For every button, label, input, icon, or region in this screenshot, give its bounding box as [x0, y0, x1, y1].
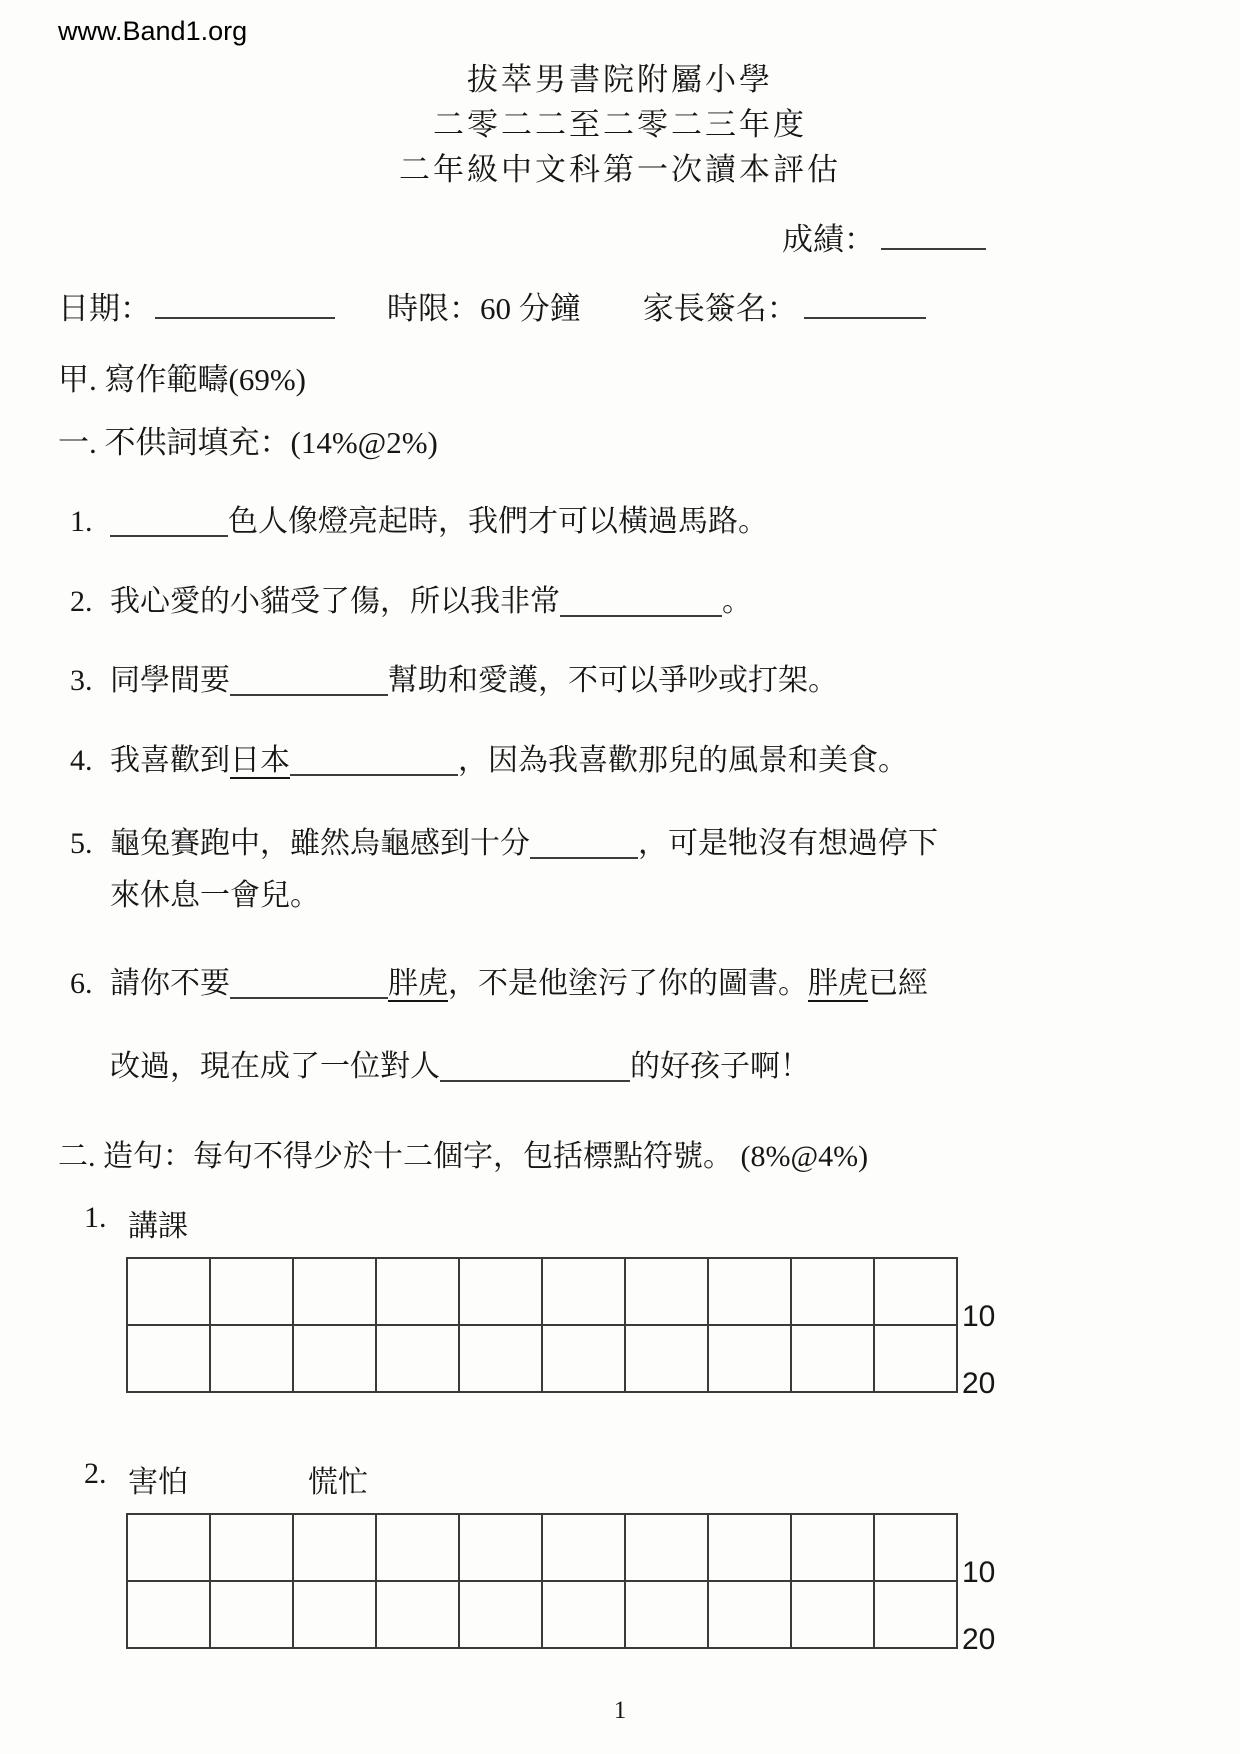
answer-cell[interactable]	[709, 1259, 792, 1326]
q6-text-l2-before: 改過，現在成了一位對人	[110, 1050, 440, 1084]
answer-cell[interactable]	[792, 1259, 875, 1326]
school-name: 拔萃男書院附屬小學	[467, 62, 773, 97]
sentence-word: 慌忙	[308, 1465, 368, 1499]
question-4	[70, 741, 1182, 781]
page-number: 1	[613, 1696, 627, 1724]
answer-cell[interactable]	[377, 1515, 460, 1582]
q6-underlined-name-1: 胖虎	[388, 966, 448, 1000]
site-watermark: www.Band1.org	[58, 16, 248, 46]
sentence-word: 害怕	[128, 1465, 188, 1499]
answer-cell[interactable]	[211, 1515, 294, 1582]
academic-year: 二零二二至二零二三年度	[433, 107, 807, 142]
sentence-item-number: 1.	[84, 1200, 107, 1234]
q6-answer-blank-1[interactable]	[230, 975, 388, 999]
exam-title: 二年級中文科第一次讀本評估	[399, 152, 841, 187]
question-5	[70, 824, 1182, 915]
answer-cell[interactable]	[460, 1326, 543, 1393]
question-number: 1.	[70, 505, 93, 538]
question-number: 3.	[70, 664, 93, 698]
score-blank[interactable]	[881, 226, 986, 250]
grid-row	[128, 1582, 958, 1649]
fill-in-heading: 一. 不供詞填充：(14%@2%)	[58, 425, 438, 460]
q1-text: 色人像燈亮起時，我們才可以橫過馬路。	[228, 505, 768, 538]
q3-answer-blank[interactable]	[230, 672, 388, 696]
answer-cell[interactable]	[460, 1515, 543, 1582]
char-count-label-10: 10	[962, 1299, 996, 1333]
q4-underlined-word: 日本	[230, 743, 290, 777]
answer-cell[interactable]	[709, 1326, 792, 1393]
q5-text-line2: 來休息一會兒。	[110, 878, 320, 912]
answer-cell[interactable]	[377, 1582, 460, 1649]
answer-cell[interactable]	[211, 1326, 294, 1393]
question-number: 4.	[70, 743, 93, 777]
q6-answer-blank-2[interactable]	[440, 1058, 630, 1082]
q1-answer-blank[interactable]	[110, 513, 228, 537]
score-row	[58, 214, 1182, 259]
char-count-label-20: 20	[962, 1622, 996, 1656]
grid-row	[128, 1259, 958, 1326]
answer-cell[interactable]	[626, 1582, 709, 1649]
answer-cell[interactable]	[294, 1259, 377, 1326]
info-row	[58, 283, 1182, 328]
parent-sign-label: 家長簽名：	[642, 291, 798, 326]
answer-cell[interactable]	[128, 1326, 211, 1393]
q6-text-before: 請你不要	[110, 966, 230, 1000]
answer-cell[interactable]	[626, 1326, 709, 1393]
sentence-item-number: 2.	[84, 1456, 107, 1490]
question-number: 5.	[70, 827, 93, 861]
answer-cell[interactable]	[875, 1326, 958, 1393]
answer-cell[interactable]	[211, 1582, 294, 1649]
q5-answer-blank[interactable]	[530, 835, 638, 859]
answer-cell[interactable]	[543, 1326, 626, 1393]
answer-cell[interactable]	[792, 1326, 875, 1393]
sentence-item-2	[58, 1456, 1182, 1656]
date-label: 日期：	[58, 291, 151, 326]
q4-answer-blank[interactable]	[290, 752, 458, 776]
answer-grid-1	[126, 1257, 958, 1393]
parent-sign-blank[interactable]	[804, 295, 926, 319]
q4-text-after: ，因為我喜歡那兒的風景和美食。	[458, 743, 908, 777]
answer-cell[interactable]	[294, 1582, 377, 1649]
time-limit-label: 時限：60 分鐘	[387, 291, 581, 326]
question-1	[70, 502, 1182, 542]
answer-cell[interactable]	[709, 1582, 792, 1649]
question-number: 2.	[70, 584, 93, 618]
sentence-item-1	[58, 1200, 1182, 1400]
q6-underlined-name-2: 胖虎	[808, 966, 868, 1000]
answer-cell[interactable]	[709, 1515, 792, 1582]
grid-row	[128, 1515, 958, 1582]
question-number: 6.	[70, 966, 93, 1000]
q2-answer-blank[interactable]	[560, 593, 722, 617]
score-label: 成績：	[782, 222, 875, 257]
answer-cell[interactable]	[294, 1515, 377, 1582]
answer-cell[interactable]	[543, 1515, 626, 1582]
answer-cell[interactable]	[211, 1259, 294, 1326]
answer-cell[interactable]	[294, 1326, 377, 1393]
answer-grid-2	[126, 1513, 958, 1649]
answer-cell[interactable]	[792, 1515, 875, 1582]
grid-row	[128, 1326, 958, 1393]
answer-cell[interactable]	[875, 1515, 958, 1582]
char-count-label-10: 10	[962, 1555, 996, 1589]
q6-text-l2-after: 的好孩子啊！	[630, 1050, 810, 1084]
answer-cell[interactable]	[377, 1326, 460, 1393]
answer-cell[interactable]	[875, 1259, 958, 1326]
answer-cell[interactable]	[128, 1515, 211, 1582]
exam-header	[58, 57, 1182, 192]
q3-text-after: 幫助和愛護，不可以爭吵或打架。	[388, 664, 838, 698]
answer-cell[interactable]	[377, 1259, 460, 1326]
q2-text-after: 。	[722, 584, 752, 618]
answer-cell[interactable]	[792, 1582, 875, 1649]
q4-text-before: 我喜歡到	[110, 743, 230, 777]
q5-text-before: 龜兔賽跑中，雖然烏龜感到十分	[110, 827, 530, 861]
question-3	[70, 661, 1182, 701]
sentence-making-heading: 二. 造句：每句不得少於十二個字，包括標點符號。 (8%@4%)	[58, 1139, 869, 1173]
q5-text-after: ，可是牠沒有想過停下	[638, 827, 938, 861]
answer-cell[interactable]	[543, 1259, 626, 1326]
question-6	[70, 964, 1182, 1087]
answer-cell[interactable]	[626, 1259, 709, 1326]
q6-text-l1-after: 已經	[868, 966, 928, 1000]
answer-cell[interactable]	[128, 1259, 211, 1326]
answer-cell[interactable]	[128, 1582, 211, 1649]
q2-text-before: 我心愛的小貓受了傷，所以我非常	[110, 584, 560, 618]
answer-cell[interactable]	[460, 1259, 543, 1326]
q3-text-before: 同學間要	[110, 664, 230, 698]
q6-text-mid: ，不是他塗污了你的圖書。	[448, 966, 808, 1000]
answer-cell[interactable]	[875, 1582, 958, 1649]
answer-cell[interactable]	[626, 1515, 709, 1582]
answer-cell[interactable]	[460, 1582, 543, 1649]
question-2	[70, 582, 1182, 622]
section-a-heading: 甲. 寫作範疇(69%)	[58, 362, 306, 397]
answer-cell[interactable]	[543, 1582, 626, 1649]
sentence-word: 講課	[128, 1209, 188, 1243]
date-blank[interactable]	[155, 295, 335, 319]
char-count-label-20: 20	[962, 1366, 996, 1400]
